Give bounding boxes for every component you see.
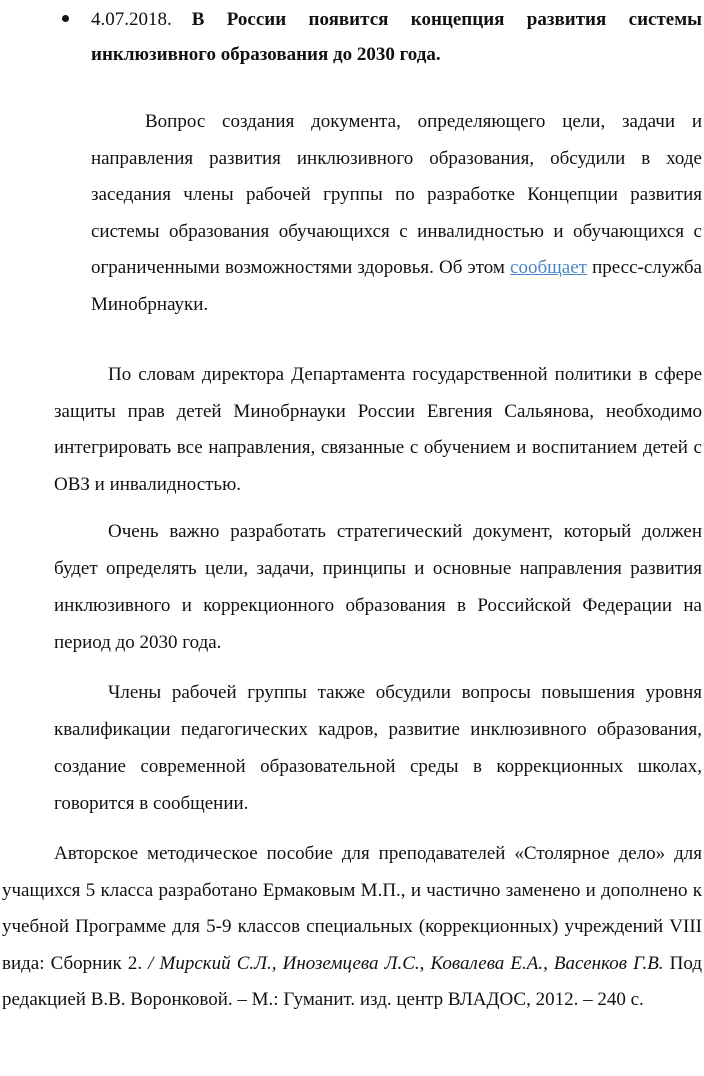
paragraph-1-text-end: пресс-служба Минобрнауки. xyxy=(91,257,702,315)
news-headline: В России появится концепция развития системы инклюзивного образования до 2030 года. xyxy=(91,9,702,65)
paragraph-1 xyxy=(91,104,702,323)
news-heading-item xyxy=(62,2,702,72)
bullet-icon xyxy=(62,15,69,22)
paragraph-2: По словам директора Департамента государственной политики в сфере защиты прав детей Минобрнауки России Евгения Сальянова, необходимо интегрировать все направления, связанные с обучением и воспитанием детей с ОВЗ и инвалидностью. xyxy=(54,364,702,495)
reference-text: Авторское методическое пособие для преподавателей «Столярное дело» для учащихся 5 класса разработано Ермаковым М.П., и частично заменено и дополнено к учебной Программе для 5-9 классов специальных (коррекционных) учреждений VIII вида: Сборник 2. xyxy=(2,843,702,974)
reference-paragraph xyxy=(2,836,702,1019)
source-link[interactable]: сообщает xyxy=(510,257,587,278)
paragraph-1-text: Вопрос создания документа, определяющего цели, задачи и направления развития инклюзивного образования, обсудили в ходе заседания члены рабочей группы по разработке Концепции развития системы образования обучающихся с инвалидностью и обучающихся с ограниченными возможностями здоровья. Об этом xyxy=(91,111,702,278)
news-heading xyxy=(91,2,702,72)
paragraph-3: Очень важно разработать стратегический документ, который должен будет определять цели, задачи, принципы и основные направления развития инклюзивного и коррекционного образования в Российской Федерации на период до 2030 года. xyxy=(54,521,702,653)
news-date: 4.07.2018. xyxy=(91,9,172,30)
reference-text-end: Под редакцией В.В. Воронковой. – М.: Гуманит. изд. центр ВЛАДОС, 2012. – 240 с. xyxy=(2,952,702,1010)
paragraph-4: Члены рабочей группы также обсудили вопросы повышения уровня квалификации педагогических кадров, развитие инклюзивного образования, создание современной образовательной среды в коррекционных школах, говорится в сообщении. xyxy=(54,682,702,814)
reference-authors: / Мирский С.Л., Иноземцева Л.С., Ковалева Е.А., Васенков Г.В. xyxy=(148,952,664,974)
